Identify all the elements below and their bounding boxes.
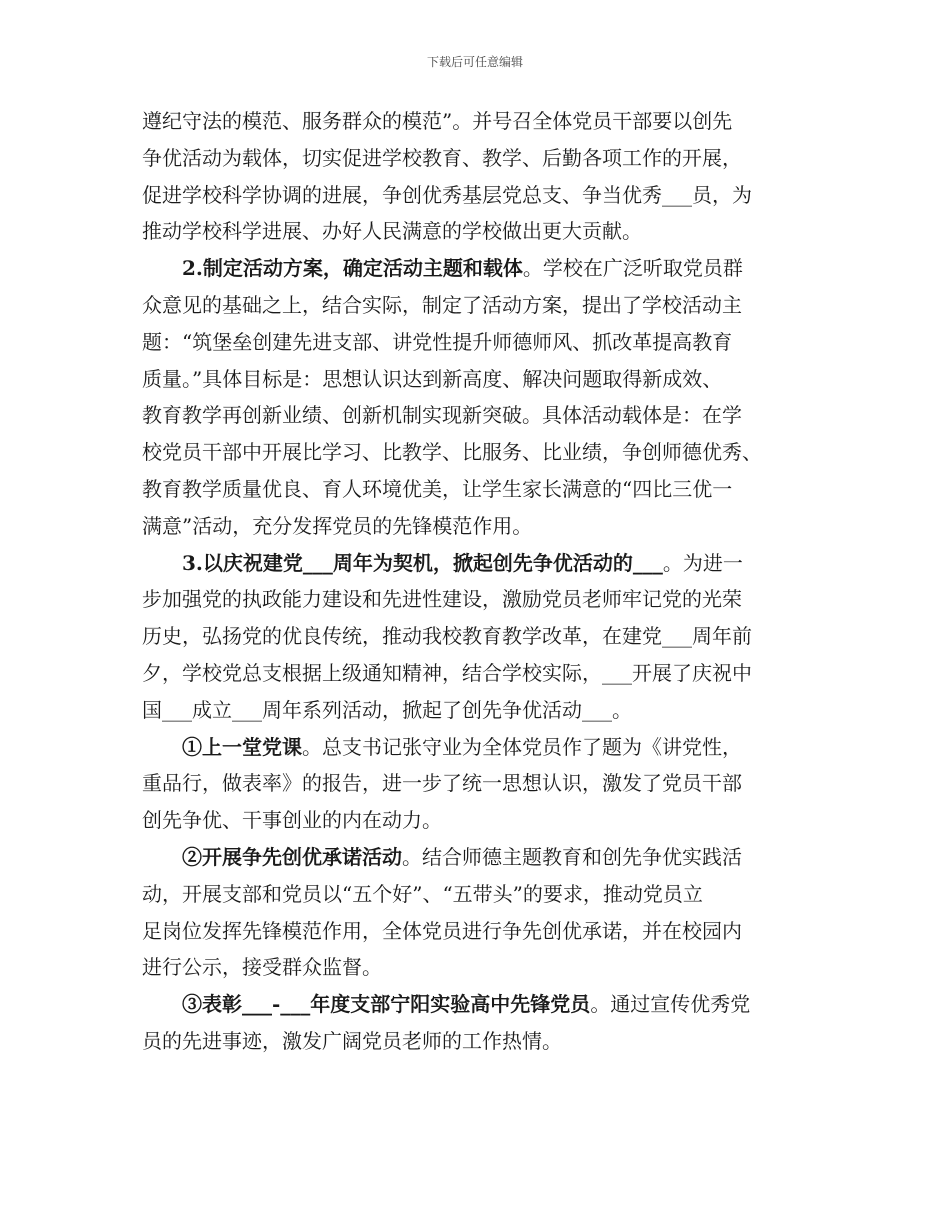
text-run: 。通过宣传优秀党: [590, 992, 751, 1017]
document-body: [142, 103, 822, 1060]
text-run: 质量。”具体目标是：思想认识达到新高度、解决问题取得新成效、: [142, 366, 723, 391]
text-run: 历史，弘扬党的优良传统，推动我校教育教学改革，在建党___周年前: [142, 624, 752, 649]
text-run: 争优活动为载体，切实促进学校教育、教学、后勤各项工作的开展，: [142, 145, 742, 170]
text-run: 。结合师德主题教育和创先争优实践活: [402, 844, 742, 869]
text-line: [142, 655, 822, 692]
text-run: 。为进一: [662, 550, 743, 575]
text-run: 教育教学质量优良、育人环境优美，让学生家长满意的“四比三优一: [142, 476, 733, 501]
text-run: 员的先进事迹，激发广阔党员老师的工作热情。: [142, 1028, 562, 1053]
text-run: 题：“筑堡垒创建先进支部、讲党性提升师德师风、抓改革提高教育: [142, 329, 733, 354]
text-line: [142, 177, 822, 214]
text-line: [142, 361, 822, 398]
text-run: 校党员干部中开展比学习、比教学、比服务、比业绩，争创师德优秀、: [142, 440, 762, 465]
text-run: 满意”活动，充分发挥党员的先锋模范作用。: [142, 513, 533, 538]
text-line: [142, 250, 822, 287]
text-run: 促进学校科学协调的进展，争创优秀基层党总支、争当优秀___员，为: [142, 182, 752, 207]
text-line: [142, 692, 822, 729]
text-line: [142, 949, 822, 986]
bold-text-run: 3.以庆祝建党___周年为契机，掀起创先争优活动的___: [182, 550, 663, 575]
text-line: [142, 324, 822, 361]
text-line: [142, 876, 822, 913]
text-line: [142, 618, 822, 655]
text-run: 足岗位发挥先锋模范作用，全体党员进行争先创优承诺，并在校园内: [142, 918, 742, 943]
bold-text-run: 2.制定活动方案，确定活动主题和载体: [182, 256, 523, 281]
text-line: [142, 140, 822, 177]
text-line: [142, 729, 822, 766]
text-line: [142, 434, 822, 471]
text-line: [142, 802, 822, 839]
text-line: [142, 1023, 822, 1060]
page-header: 下载后可任意编辑: [426, 55, 523, 69]
text-line: [142, 397, 822, 434]
text-line: [142, 103, 822, 140]
text-line: [142, 581, 822, 618]
text-line: [142, 913, 822, 950]
text-run: 遵纪守法的模范、服务群众的模范”。并号召全体党员干部要以创先: [142, 109, 733, 133]
text-run: 众意见的基础之上，结合实际，制定了活动方案，提出了学校活动主: [142, 292, 742, 317]
text-line: [142, 839, 822, 876]
text-line: [142, 471, 822, 508]
text-run: 重品行，做表率》的报告，进一步了统一思想认识，激发了党员干部: [142, 771, 742, 796]
text-run: 步加强党的执政能力建设和先进性建设，激励党员老师牢记党的光荣: [142, 587, 742, 612]
text-line: [142, 986, 822, 1023]
text-run: 推动学校科学进展、办好人民满意的学校做出更大贡献。: [142, 219, 642, 244]
text-run: 。总支书记张守业为全体党员作了题为《讲党性，: [302, 734, 742, 759]
text-line: [142, 287, 822, 324]
text-run: 动，开展支部和党员以“五个好”、“五带头”的要求，推动党员立: [142, 881, 703, 906]
text-run: 教育教学再创新业绩、创新机制实现新突破。具体活动载体是：在学: [142, 403, 742, 428]
text-line: [142, 545, 822, 582]
text-line: [142, 508, 822, 545]
bold-text-run: ②开展争先创优承诺活动: [182, 844, 402, 869]
text-run: 夕，学校党总支根据上级通知精神，结合学校实际，___开展了庆祝中: [142, 660, 752, 685]
text-run: 。学校在广泛听取党员群: [522, 256, 743, 281]
text-run: 进行公示，接受群众监督。: [142, 955, 382, 980]
text-run: 国___成立___周年系列活动，掀起了创先争优活动___。: [142, 697, 632, 722]
text-run: 创先争优、干事创业的内在动力。: [142, 808, 442, 833]
bold-text-run: ③表彰___-___年度支部宁阳实验高中先锋党员: [182, 992, 591, 1017]
text-line: [142, 765, 822, 802]
bold-text-run: ①上一堂党课: [182, 734, 302, 759]
text-line: [142, 213, 822, 250]
